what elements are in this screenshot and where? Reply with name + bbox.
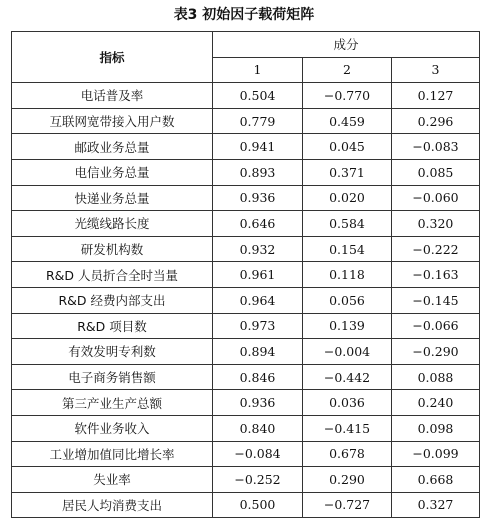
table-row xyxy=(12,390,480,416)
loading-value-cell: 0.139 xyxy=(303,313,392,339)
loading-value-cell: 0.936 xyxy=(213,185,303,211)
loading-value-cell: 0.154 xyxy=(303,236,392,262)
table-row xyxy=(12,108,480,134)
header-row-1 xyxy=(12,32,480,58)
loading-value-cell: 0.668 xyxy=(392,467,480,493)
table-row xyxy=(12,313,480,339)
loading-value-cell: 0.964 xyxy=(213,287,303,313)
loading-value-cell: 0.893 xyxy=(213,159,303,185)
loading-value-cell: 0.961 xyxy=(213,262,303,288)
table-header xyxy=(12,32,480,83)
indicator-header: 指标 xyxy=(12,32,213,83)
loading-value-cell: −0.770 xyxy=(303,83,392,109)
loading-value-cell: 0.936 xyxy=(213,390,303,416)
loading-value-cell: 0.894 xyxy=(213,339,303,365)
loading-value-cell: 0.127 xyxy=(392,83,480,109)
loading-value-cell: 0.327 xyxy=(392,492,480,518)
table-row xyxy=(12,492,480,518)
indicator-cell: 电子商务销售额 xyxy=(12,364,213,390)
table-row xyxy=(12,339,480,365)
table-row xyxy=(12,159,480,185)
table-row xyxy=(12,364,480,390)
loading-value-cell: 0.941 xyxy=(213,134,303,160)
indicator-cell: R&D 项目数 xyxy=(12,313,213,339)
loading-value-cell: −0.084 xyxy=(213,441,303,467)
indicator-cell: 第三产业生产总额 xyxy=(12,390,213,416)
loading-value-cell: 0.504 xyxy=(213,83,303,109)
indicator-cell: 邮政业务总量 xyxy=(12,134,213,160)
indicator-cell: 有效发明专利数 xyxy=(12,339,213,365)
loading-value-cell: 0.056 xyxy=(303,287,392,313)
indicator-cell: 工业增加值同比增长率 xyxy=(12,441,213,467)
indicator-cell: R&D 人员折合全时当量 xyxy=(12,262,213,288)
table-row xyxy=(12,415,480,441)
indicator-cell: R&D 经费内部支出 xyxy=(12,287,213,313)
table-row xyxy=(12,467,480,493)
loading-value-cell: 0.678 xyxy=(303,441,392,467)
loading-value-cell: −0.290 xyxy=(392,339,480,365)
loading-value-cell: 0.932 xyxy=(213,236,303,262)
table-row xyxy=(12,185,480,211)
table-caption: 表3 初始因子载荷矩阵 xyxy=(173,7,315,23)
indicator-cell: 光缆线路长度 xyxy=(12,211,213,237)
loading-value-cell: 0.020 xyxy=(303,185,392,211)
indicator-cell: 电信业务总量 xyxy=(12,159,213,185)
loading-value-cell: 0.088 xyxy=(392,364,480,390)
loading-value-cell: −0.727 xyxy=(303,492,392,518)
loading-value-cell: 0.240 xyxy=(392,390,480,416)
loading-value-cell: −0.083 xyxy=(392,134,480,160)
loading-value-cell: −0.442 xyxy=(303,364,392,390)
loading-value-cell: 0.840 xyxy=(213,415,303,441)
loading-value-cell: −0.222 xyxy=(392,236,480,262)
loading-value-cell: 0.779 xyxy=(213,108,303,134)
indicator-cell: 电话普及率 xyxy=(12,83,213,109)
loading-value-cell: 0.846 xyxy=(213,364,303,390)
loading-value-cell: 0.290 xyxy=(303,467,392,493)
loading-value-cell: 0.320 xyxy=(392,211,480,237)
loading-value-cell: −0.099 xyxy=(392,441,480,467)
loading-value-cell: 0.296 xyxy=(392,108,480,134)
table-row xyxy=(12,134,480,160)
loading-value-cell: 0.584 xyxy=(303,211,392,237)
loading-value-cell: 0.045 xyxy=(303,134,392,160)
table-row xyxy=(12,441,480,467)
loading-value-cell: −0.252 xyxy=(213,467,303,493)
indicator-cell: 失业率 xyxy=(12,467,213,493)
loading-value-cell: 0.459 xyxy=(303,108,392,134)
indicator-cell: 快递业务总量 xyxy=(12,185,213,211)
loading-value-cell: −0.060 xyxy=(392,185,480,211)
loading-value-cell: −0.004 xyxy=(303,339,392,365)
loading-value-cell: 0.118 xyxy=(303,262,392,288)
factor-loading-table xyxy=(11,31,480,518)
loading-value-cell: 0.085 xyxy=(392,159,480,185)
loading-value-cell: 0.036 xyxy=(303,390,392,416)
component-number-2: 2 xyxy=(303,57,392,83)
table-row xyxy=(12,262,480,288)
loading-value-cell: 0.500 xyxy=(213,492,303,518)
loading-value-cell: 0.371 xyxy=(303,159,392,185)
table-row xyxy=(12,287,480,313)
indicator-cell: 软件业务收入 xyxy=(12,415,213,441)
component-number-3: 3 xyxy=(392,57,480,83)
table-body xyxy=(12,83,480,518)
loading-value-cell: 0.098 xyxy=(392,415,480,441)
table-row xyxy=(12,211,480,237)
table-row xyxy=(12,83,480,109)
loading-value-cell: −0.163 xyxy=(392,262,480,288)
indicator-cell: 互联网宽带接入用户数 xyxy=(12,108,213,134)
indicator-cell: 研发机构数 xyxy=(12,236,213,262)
loading-value-cell: −0.145 xyxy=(392,287,480,313)
loading-value-cell: −0.415 xyxy=(303,415,392,441)
table-row xyxy=(12,236,480,262)
component-header: 成分 xyxy=(213,32,480,58)
loading-value-cell: 0.646 xyxy=(213,211,303,237)
indicator-cell: 居民人均消费支出 xyxy=(12,492,213,518)
loading-value-cell: −0.066 xyxy=(392,313,480,339)
loading-value-cell: 0.973 xyxy=(213,313,303,339)
component-number-1: 1 xyxy=(213,57,303,83)
